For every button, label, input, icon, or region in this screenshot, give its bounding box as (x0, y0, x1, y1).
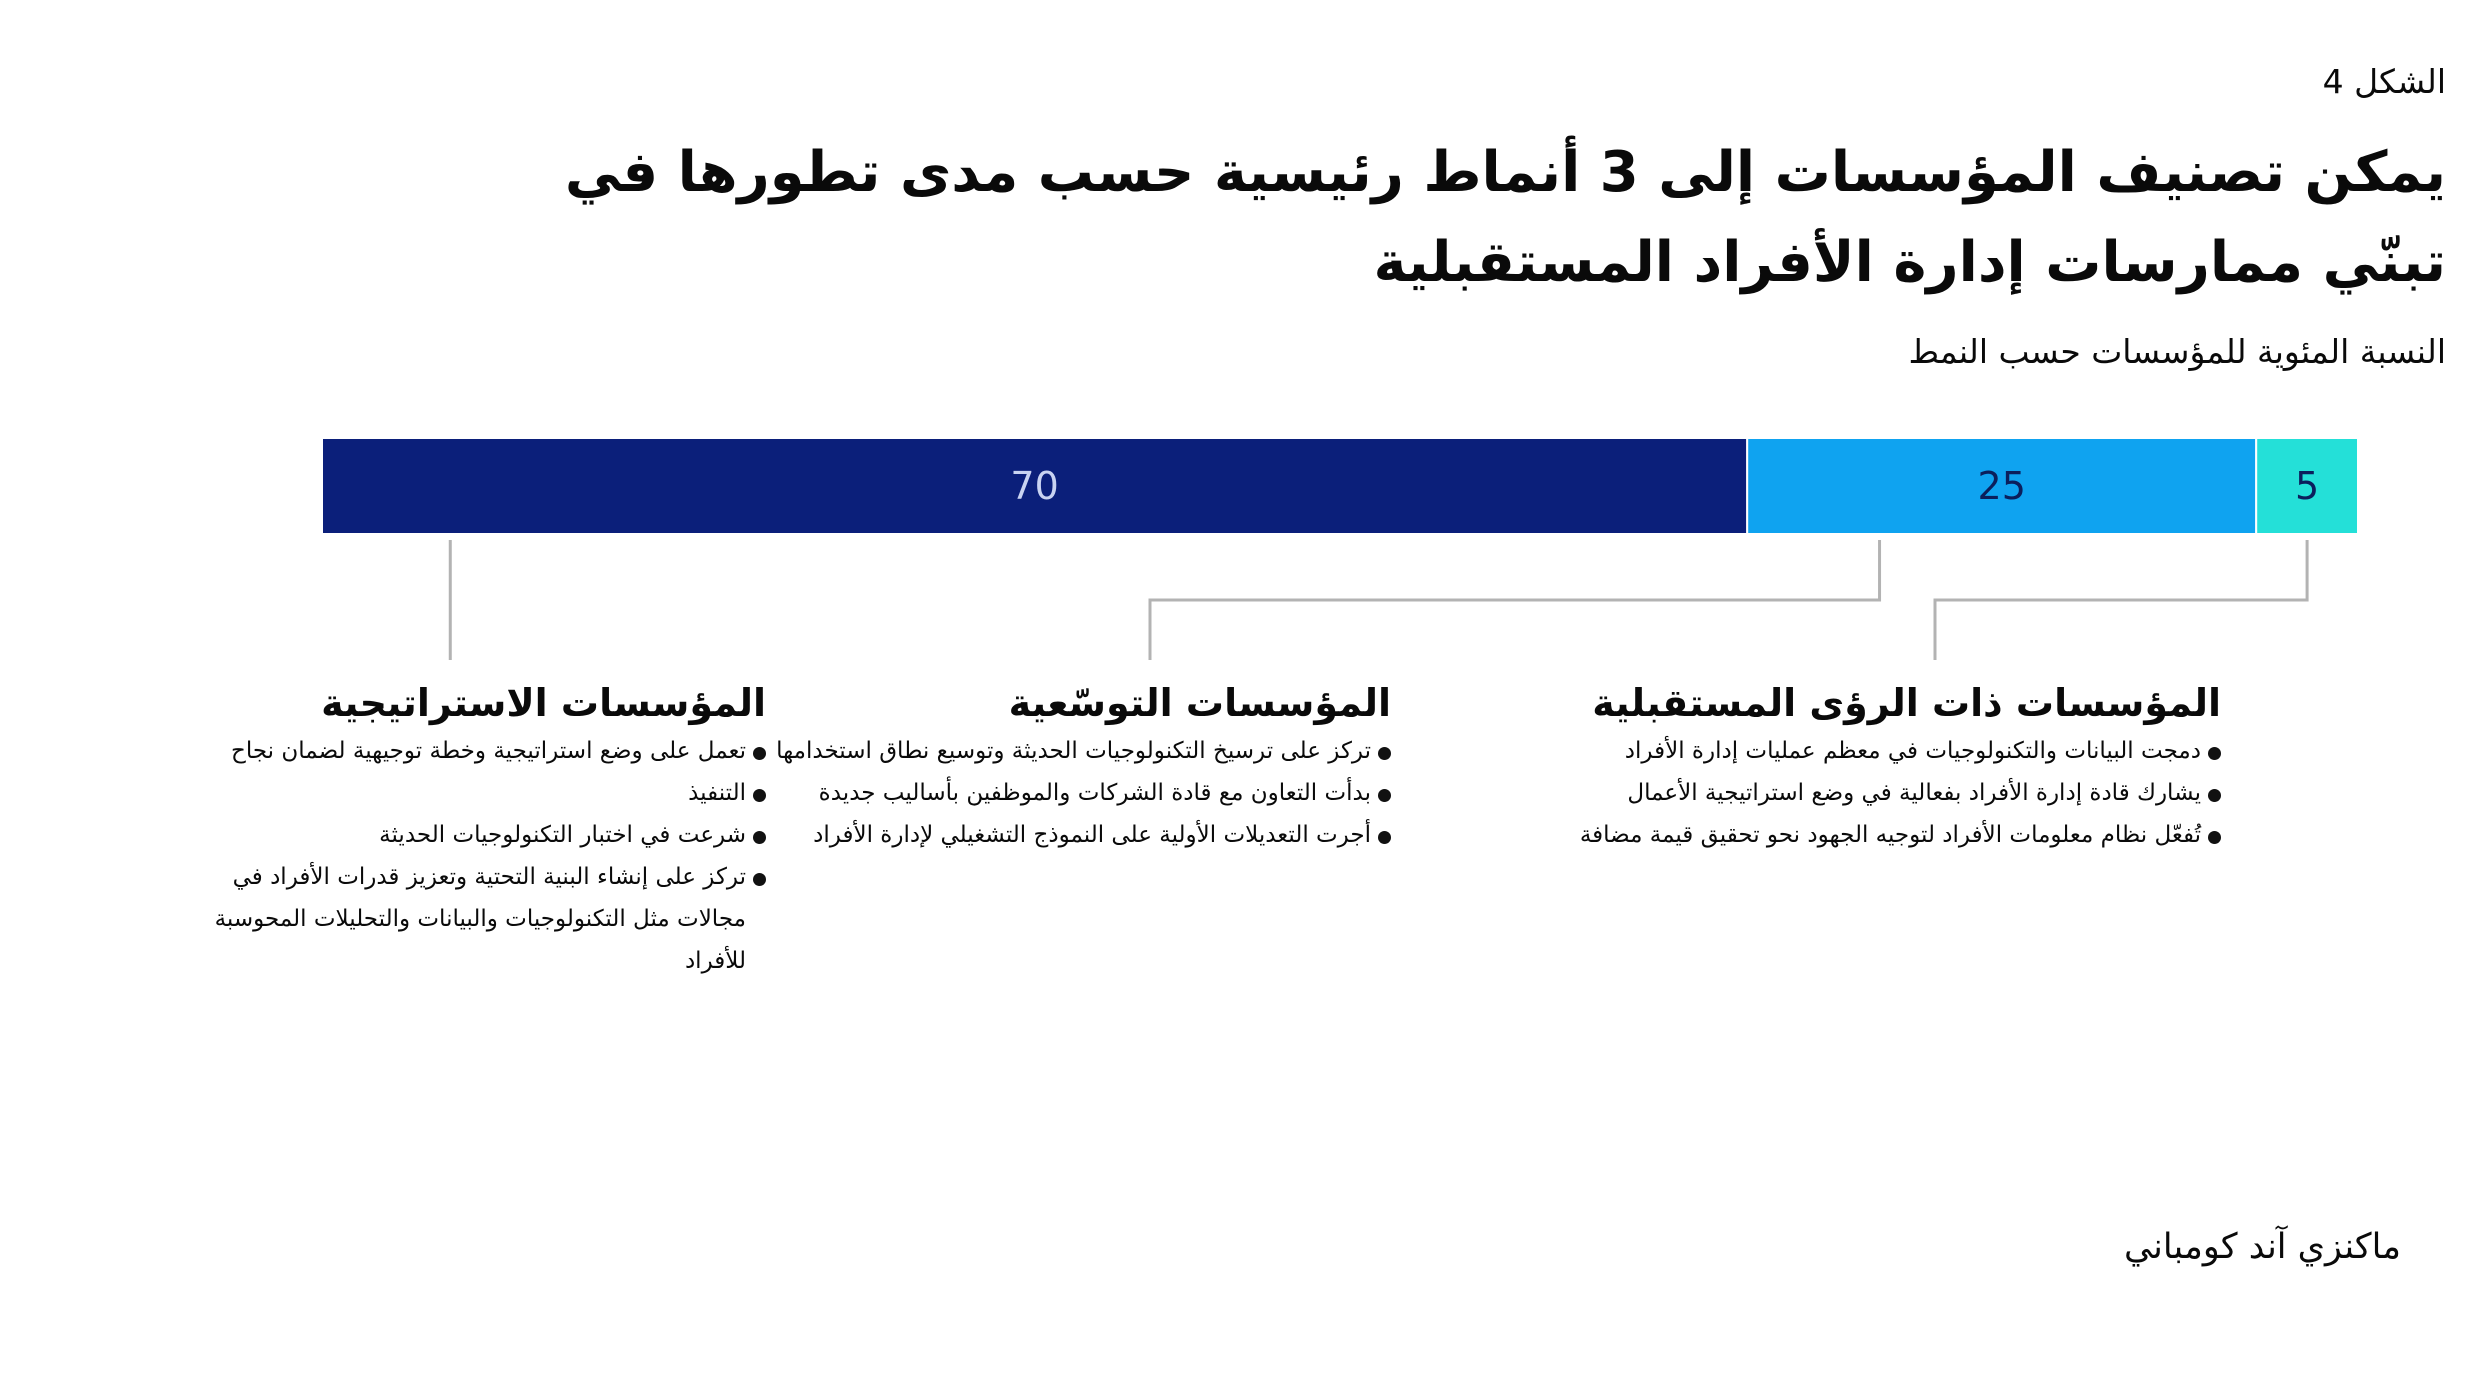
connector-visionary (1935, 540, 2307, 660)
bullet-item: تُفعّل نظام معلومات الأفراد لتوجيه الجهود نحو تحقيق قيمة مضافة (1580, 814, 2221, 856)
source-credit: ماكنزي آند كومباني (2123, 1227, 2401, 1267)
group-expansive (776, 676, 1391, 856)
group-strategic (206, 676, 766, 982)
group-visionary (1580, 676, 2221, 856)
bullet-item: أجرت التعديلات الأولية على النموذج التشغيلي لإدارة الأفراد (776, 814, 1391, 856)
chart-title: يمكن تصنيف المؤسسات إلى 3 أنماط رئيسية حسب مدى تطورها في تبنّي ممارسات إدارة الأفراد المستقبلية (564, 140, 2446, 295)
bullet-item: دمجت البيانات والتكنولوجيات في معظم عمليات إدارة الأفراد (1580, 730, 2221, 772)
bullet-item: تركز على إنشاء البنية التحتية وتعزيز قدرات الأفراد في مجالات مثل التكنولوجيات والبيانات والتحليلات المحوسبة للأفراد (206, 856, 766, 982)
group-visionary-bullets (1580, 730, 2221, 856)
bullet-item: تركز على ترسيخ التكنولوجيات الحديثة وتوسيع نطاق استخدامها (776, 730, 1391, 772)
bullet-item: بدأت التعاون مع قادة الشركات والموظفين بأساليب جديدة (776, 772, 1391, 814)
bullet-item: شرعت في اختبار التكنولوجيات الحديثة (206, 814, 766, 856)
group-strategic-title: المؤسسات الاستراتيجية (321, 681, 766, 725)
bullet-item: تعمل على وضع استراتيجية وخطة توجيهية لضمان نجاح (206, 730, 766, 772)
bar-segments (322, 438, 2358, 534)
group-expansive-title: المؤسسات التوسّعية (1008, 681, 1391, 725)
bar-value-label-2: 25 (1977, 464, 2026, 508)
bar-value-label-3: 5 (2295, 464, 2320, 508)
group-connectors (450, 540, 2307, 660)
group-strategic-bullets (206, 730, 766, 982)
figure-label: الشكل 4 (2322, 62, 2446, 101)
group-expansive-bullets (776, 730, 1391, 856)
bar-value-label-1: 70 (1010, 464, 1059, 508)
bullet-item: يشارك قادة إدارة الأفراد بفعالية في وضع استراتيجية الأعمال (1580, 772, 2221, 814)
connector-expansive (1150, 540, 1880, 660)
bullet-item: التنفيذ (206, 772, 766, 814)
chart-subtitle: النسبة المئوية للمؤسسات حسب النمط (1908, 332, 2446, 371)
group-visionary-title: المؤسسات ذات الرؤى المستقبلية (1592, 681, 2221, 725)
stacked-bar-chart (0, 420, 2486, 680)
